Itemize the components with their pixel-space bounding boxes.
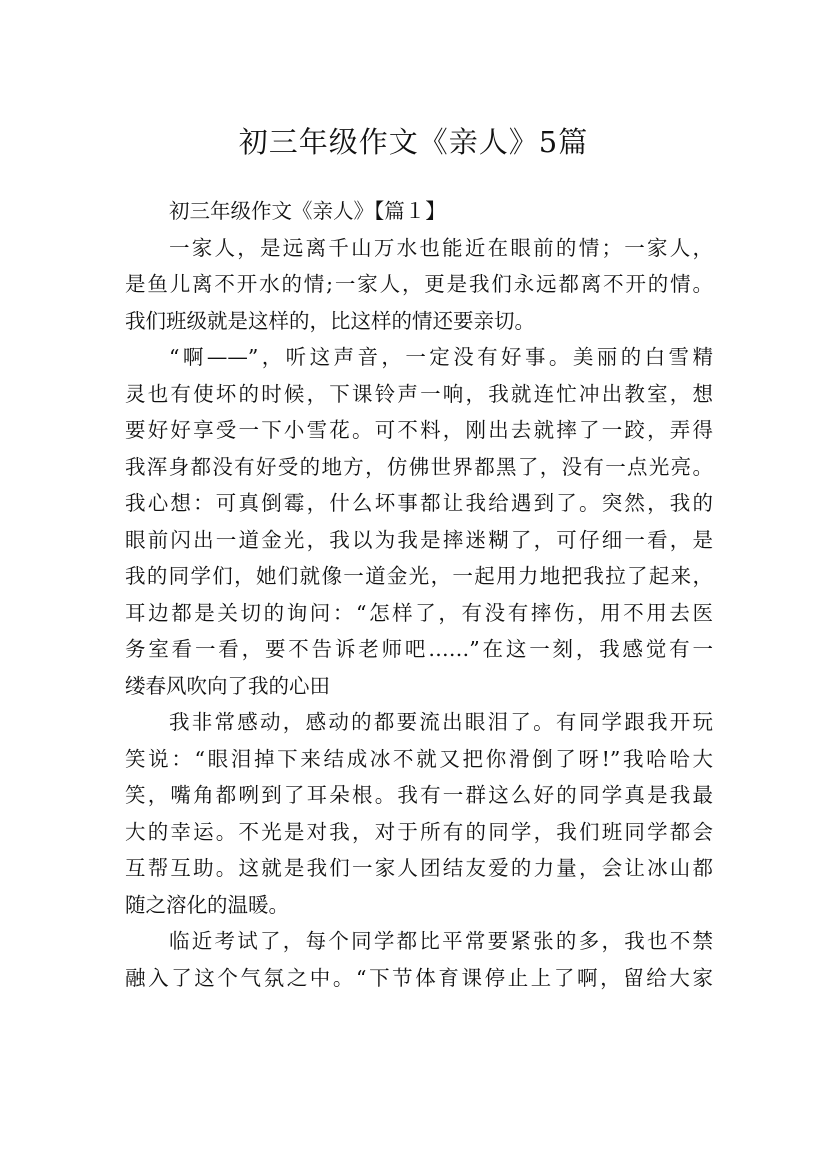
text-line: 要好好享受一下小雪花。可不料，刚出去就摔了一跤，弄得 bbox=[125, 418, 713, 442]
text-line: 眼前闪出一道金光，我以为我是摔迷糊了，可仔细一看，是 bbox=[125, 527, 713, 552]
text-line: 缕春风吹向了我的心田 bbox=[125, 673, 330, 698]
text-line: 笑，嘴角都咧到了耳朵根。我有一群这么好的同学真是我最 bbox=[125, 783, 713, 807]
text-line: 融入了这个气氛之中。“下节体育课停止上了啊，留给大家 bbox=[125, 965, 713, 990]
text-line: 我们班级就是这样的，比这样的情还要亲切。 bbox=[125, 308, 535, 333]
text-line: 我浑身都没有好受的地方，仿佛世界都黑了，没有一点光亮。 bbox=[125, 454, 713, 479]
text-line: 互帮互助。这就是我们一家人团结友爱的力量，会让冰山都 bbox=[125, 856, 713, 880]
text-line: 随之溶化的温暖。 bbox=[125, 892, 289, 917]
text-line: 灵也有使坏的时候，下课铃声一响，我就连忙冲出教室，想 bbox=[125, 381, 713, 406]
text-line: 我非常感动，感动的都要流出眼泪了。有同学跟我开玩 bbox=[169, 710, 713, 734]
text-line: 耳边都是关切的询问：“怎样了，有没有摔伤，用不用去医 bbox=[125, 600, 713, 625]
text-line: 我的同学们，她们就像一道金光，一起用力地把我拉了起来， bbox=[125, 564, 713, 588]
text-line: 初三年级作文《亲人》【篇１】 bbox=[169, 199, 446, 223]
text-line: 是鱼儿离不开水的情;一家人，更是我们永远都离不开的情。 bbox=[125, 272, 713, 296]
text-line: 务室看一看，要不告诉老师吧……”在这一刻，我感觉有一 bbox=[125, 637, 713, 661]
document-body bbox=[125, 193, 713, 996]
text-line: “啊——”，听这声音，一定没有好事。美丽的白雪精 bbox=[169, 345, 713, 369]
document-title: 初三年级作文《亲人》5篇 bbox=[238, 125, 589, 160]
text-line: 临近考试了，每个同学都比平常要紧张的多，我也不禁 bbox=[169, 929, 713, 953]
text-line: 笑说：“眼泪掉下来结成冰不就又把你滑倒了呀!”我哈哈大 bbox=[125, 746, 713, 771]
text-line: 一家人，是远离千山万水也能近在眼前的情；一家人， bbox=[169, 235, 713, 260]
text-line: 大的幸运。不光是对我，对于所有的同学，我们班同学都会 bbox=[125, 819, 713, 844]
text-line: 我心想：可真倒霉，什么坏事都让我给遇到了。突然，我的 bbox=[125, 491, 713, 515]
